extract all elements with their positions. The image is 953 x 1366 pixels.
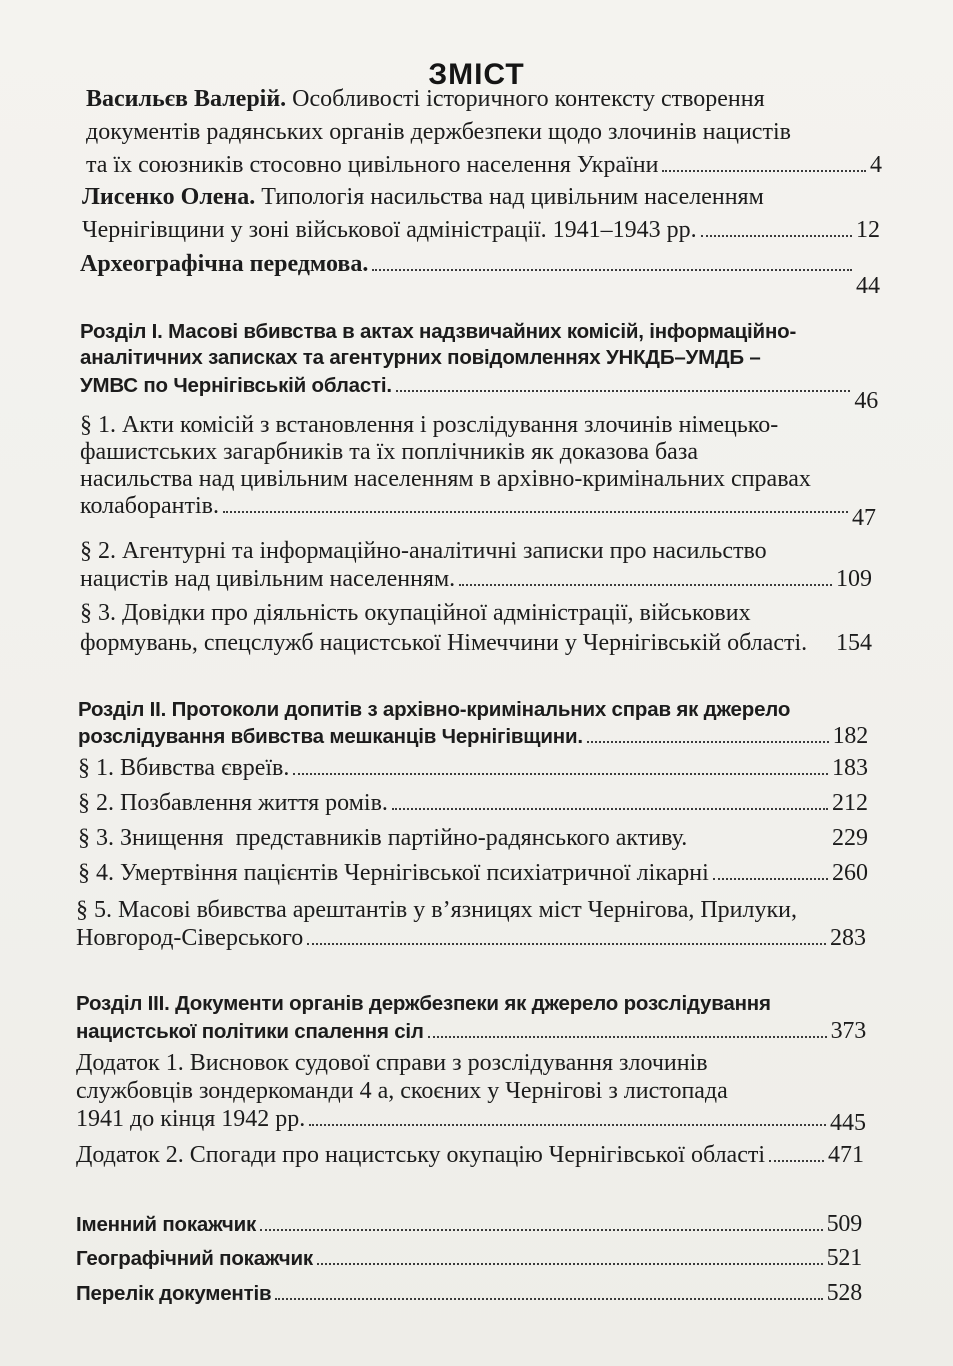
- toc-entry-last-line: розслідування вбивства мешканців Чернігівщини. 182: [78, 723, 868, 749]
- toc-section-1: [80, 320, 878, 420]
- toc-entry-line: § 5. Масові вбивства арештантів у в’язницях міст Чернігова, Прилуки,: [76, 897, 798, 923]
- page-number: 528: [826, 1280, 862, 1306]
- toc-entry-last-line: § 2. Позбавлення життя ромів. 212: [78, 790, 868, 816]
- toc-entry-last-line: § 1. Вбивства євреїв. 183: [78, 755, 868, 781]
- toc-entry-last-line: Перелік документів 528: [76, 1280, 862, 1306]
- page-number: 109: [836, 566, 872, 592]
- page-number: 47: [852, 505, 876, 531]
- toc-subsection-2-2: [78, 790, 868, 820]
- toc-entry-last-line: Додаток 2. Спогади про нацистську окупацію Чернігівської області 471: [76, 1142, 864, 1168]
- page-number: 212: [832, 790, 868, 816]
- toc-subsection-1-2: [80, 538, 872, 598]
- page-number: 509: [826, 1211, 862, 1237]
- dot-leader: [396, 390, 851, 392]
- toc-entry-line: фашистських загарбників та їх поплічників як доказова база: [80, 439, 698, 465]
- toc-geographic-index: [76, 1245, 862, 1275]
- dot-leader: [713, 878, 828, 880]
- toc-entry-last-line: Іменний покажчик 509: [76, 1211, 862, 1237]
- dot-leader: [372, 269, 852, 271]
- page-number: 283: [830, 925, 866, 951]
- dot-leader: [307, 943, 826, 945]
- toc-entry-last-line: § 3. Знищення представників партійно-радянського активу. 229: [78, 825, 868, 851]
- author-name: Васильєв Валерій.: [86, 86, 287, 112]
- toc-entry-last-line: нацистської політики спалення сіл 373: [76, 1018, 866, 1044]
- toc-subsection-1-3: [80, 600, 872, 660]
- toc-entry-line: службовців зондеркоманди 4 а, скоєних у Чернігові з листопада: [76, 1078, 728, 1104]
- dot-leader: [275, 1298, 822, 1300]
- toc-entry-line: насильства над цивільним населенням в архівно-кримінальних справах: [80, 466, 811, 492]
- toc-subsection-2-4: [78, 860, 868, 890]
- toc-entry-line: Розділ ІІ. Протоколи допитів з архівно-кримінальних справ як джерело: [78, 698, 791, 721]
- page-number: 4: [870, 152, 882, 178]
- dot-leader: [223, 511, 848, 513]
- page-number: 12: [856, 217, 880, 243]
- dot-leader: [662, 170, 866, 172]
- dot-leader: [701, 235, 852, 237]
- page-number: 471: [828, 1142, 864, 1168]
- toc-entry-last-line: 1941 до кінця 1942 рр. 445: [76, 1106, 866, 1136]
- toc-entry-last-line: Географічний покажчик 521: [76, 1245, 862, 1271]
- page-number: 260: [832, 860, 868, 886]
- toc-subsection-1-1: [80, 412, 876, 532]
- toc-entry-last-line: УМВС по Чернігівській області. 46: [80, 374, 878, 414]
- toc-name-index: [76, 1211, 862, 1241]
- page-number: 229: [832, 825, 868, 851]
- toc-entry-preface: [80, 251, 880, 301]
- toc-entry-last-line: колаборантів. 47: [80, 493, 876, 531]
- toc-appendix-2: [76, 1142, 864, 1172]
- toc-entry-line: Васильєв Валерій. Особливості історичного контексту створення: [86, 86, 765, 112]
- toc-entry-vasyliev: [86, 86, 882, 196]
- dot-leader: [769, 1160, 824, 1162]
- dot-leader: [309, 1124, 826, 1126]
- toc-section-3: [76, 992, 866, 1048]
- toc-appendix-1: [76, 1050, 866, 1136]
- toc-entry-line: § 3. Довідки про діяльність окупаційної адміністрації, військових: [80, 600, 751, 626]
- toc-document-list: [76, 1280, 862, 1310]
- page-title: ЗМІСТ: [428, 58, 525, 91]
- toc-entry-last-line: та їх союзників стосовно цивільного населення України 4: [86, 152, 882, 178]
- toc-entry-line: § 1. Акти комісій з встановлення і розслідування злочинів німецько-: [80, 412, 779, 438]
- toc-entry-line: Розділ І. Масові вбивства в актах надзвичайних комісій, інформаційно-: [80, 320, 797, 343]
- dot-leader: [459, 584, 832, 586]
- toc-entry-line: аналітичних записках та агентурних повідомленнях УНКДБ–УМДБ –: [80, 346, 761, 369]
- page-number: 44: [856, 273, 880, 299]
- toc-entry-line: Лисенко Олена. Типологія насильства над цивільним населенням: [82, 184, 764, 210]
- toc-entry-line: Додаток 1. Висновок судової справи з розслідування злочинів: [76, 1050, 708, 1076]
- toc-subsection-2-1: [78, 755, 868, 785]
- toc-entry-line: § 2. Агентурні та інформаційно-аналітичні записки про насильство: [80, 538, 767, 564]
- page-number: 154: [836, 630, 872, 656]
- toc-subsection-2-5: [76, 897, 866, 957]
- toc-entry-last-line: нацистів над цивільним населенням. 109: [80, 566, 872, 592]
- toc-entry-last-line: Чернігівщини у зоні військової адміністрації. 1941–1943 рр. 12: [82, 217, 880, 243]
- dot-leader: [317, 1263, 823, 1265]
- dot-leader: [428, 1036, 827, 1038]
- dot-leader: [293, 773, 828, 775]
- page-number: 182: [832, 723, 868, 749]
- page-number: 521: [826, 1245, 862, 1271]
- toc-entry-last-line: § 4. Умертвіння пацієнтів Чернігівської психіатричної лікарні 260: [78, 860, 868, 886]
- page-number: 183: [832, 755, 868, 781]
- page-number: 373: [830, 1018, 866, 1044]
- author-name: Лисенко Олена.: [82, 184, 256, 210]
- toc-subsection-2-3: [78, 825, 868, 855]
- dot-leader: [260, 1229, 823, 1231]
- dot-leader: [587, 741, 829, 743]
- toc-entry-last-line: формувань, спецслужб нацистської Німеччини у Чернігівській області. 154: [80, 630, 872, 656]
- dot-leader: [392, 808, 828, 810]
- toc-section-2: [78, 698, 868, 754]
- page-number: 445: [830, 1110, 866, 1136]
- toc-entry-last-line: Новгород-Сіверського 283: [76, 925, 866, 951]
- toc-entry-last-line: Археографічна передмова. 44: [80, 251, 880, 299]
- toc-entry-line: Розділ ІІІ. Документи органів держбезпеки як джерело розслідування: [76, 992, 771, 1015]
- page-number: 46: [854, 388, 878, 414]
- toc-entry-line: документів радянських органів держбезпеки щодо злочинів нацистів: [86, 119, 791, 145]
